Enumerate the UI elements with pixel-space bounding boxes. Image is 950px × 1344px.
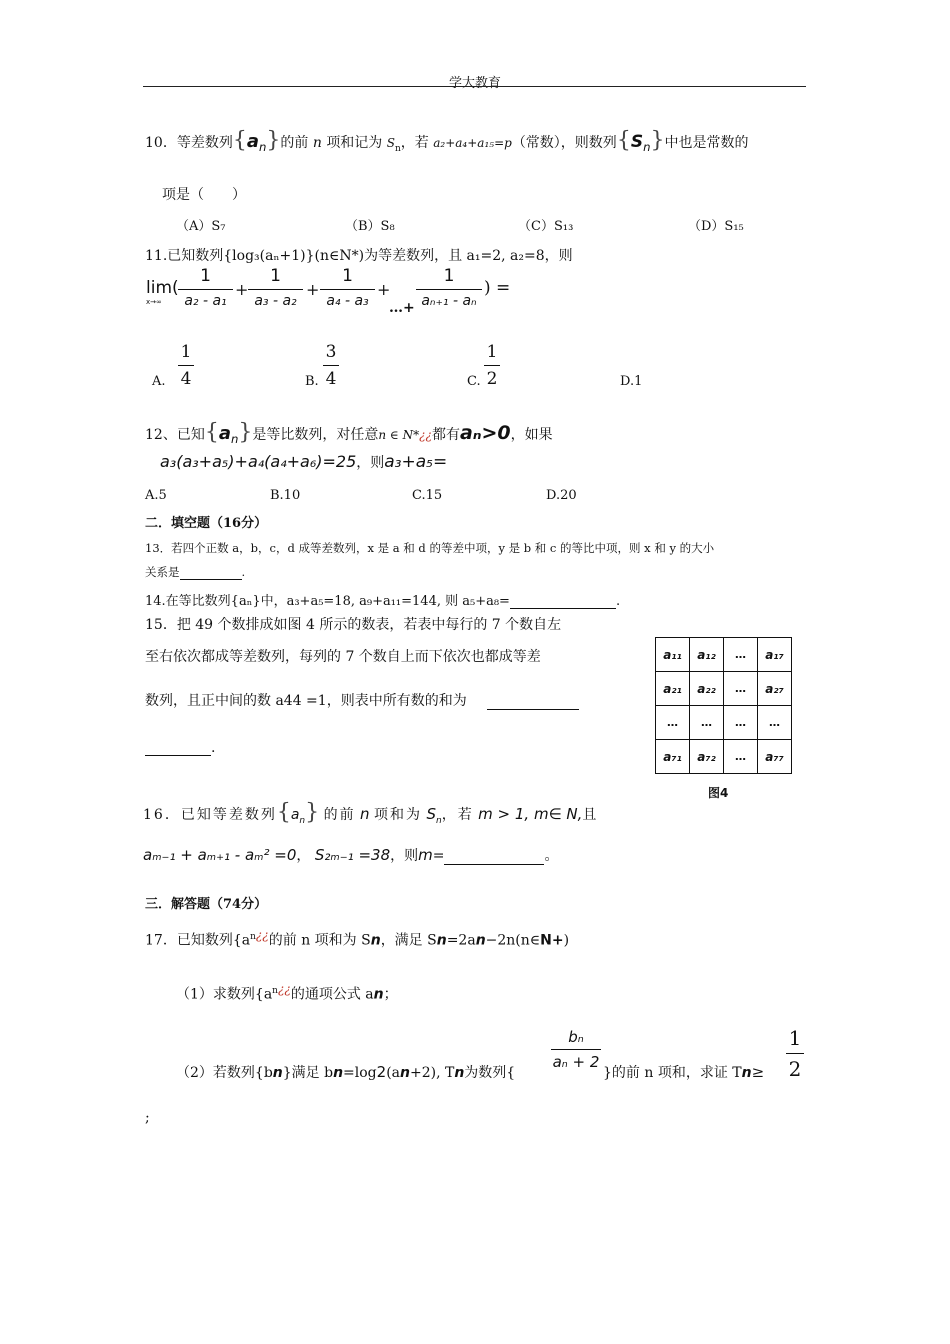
q11-fraction-3 [320,266,375,309]
frac-num: 1 [178,266,233,290]
table-cell: … [724,672,758,706]
q13-answer-blank[interactable] [180,567,242,580]
q16-an: a [290,807,300,823]
q17-p1-text-a: （1）求数列{a [176,986,273,1003]
q17-n: n [370,932,381,949]
table-cell: a₁₂ [690,638,724,672]
frac-den: aₙ₊₁ - aₙ [421,293,477,309]
q17-text-d: =2a [446,932,476,949]
q16-answer-blank[interactable] [444,850,544,865]
q17-tail: ; [145,1110,150,1126]
frac-den: 2 [788,1057,802,1081]
brace: { [616,128,631,153]
frac-num: bₙ [551,1028,601,1050]
q10-an: a [246,131,259,152]
table-cell: a₇₇ [758,740,792,774]
q14-line [145,590,620,609]
figure-4-caption: 图4 [708,786,729,800]
q10-text-c: 项和记为 [326,135,383,151]
frac-den: 2 [486,369,498,389]
q17-fraction [551,1028,601,1071]
table-row [656,706,792,740]
q16-text-c: 项和为 [374,807,423,823]
brace: } [266,128,281,153]
q15-answer-blank-1[interactable] [487,695,579,710]
q10-option-b: （B）S₈ [345,219,395,234]
section-3-title: 三．解答题（74分） [145,897,268,912]
q12-text-a: 12、已知 [145,427,205,443]
q16-line1 [143,800,596,826]
q12-option-b: B.10 [270,488,301,503]
q10-cond: a₂+a₄+a₁₅=p [433,136,512,150]
q13-line2 [145,564,245,580]
superscript: n [272,986,278,996]
frac-num: 1 [484,342,500,366]
q11-plus-1: + [235,280,249,299]
q17-p2-text-d: (a [386,1065,401,1081]
q17-n: n [400,1065,410,1081]
q17-text-e: −2n(n∈ [485,932,541,949]
q11-lim-sub: x→∞ [146,298,162,306]
q17-p2-text-f: 为数列{ [464,1065,516,1081]
q16-sn-sub: n [436,815,442,826]
q16-equals: = [432,848,445,864]
table-cell: a₇₂ [690,740,724,774]
table-cell: … [724,638,758,672]
q11-option-d: D.1 [620,374,643,389]
frac-num: 1 [786,1026,804,1054]
q14-end: . [615,594,621,609]
q17-part2 [176,1062,515,1082]
q17-n: n [436,932,447,949]
frac-den: a₃ - a₂ [254,293,297,309]
frac-den: a₄ - a₃ [326,293,369,309]
q11-option-c-label: C. [467,374,481,389]
q10-n: n [312,135,322,151]
q11-option-b-label: B. [305,374,319,389]
brace: { [276,800,291,825]
q12-text-e: ，则 [356,455,385,471]
q12-an-sub: n [230,431,239,446]
table-cell: a₁₇ [758,638,792,672]
q16-cond: m > 1, m∈ N, [478,805,583,823]
q16-m: m [418,846,433,864]
frac-num: 1 [178,342,194,366]
q14-answer-blank[interactable] [510,595,616,609]
q15-end: . [211,740,216,756]
q17-text-f: N+ [540,932,564,949]
q15-answer-blank-2[interactable] [145,741,211,756]
q11-lim: lim( [146,278,179,298]
q17-n: n [454,1065,465,1081]
table-cell: … [724,740,758,774]
q16-equation-2: S₂ₘ₋₁ =38 [314,846,391,864]
frac-num: 1 [416,266,482,290]
q17-text-a: 17．已知数列{a [145,932,251,949]
q10-option-a: （A）S₇ [176,219,226,234]
q12-option-a: A.5 [145,488,167,503]
q11-plus-2: + [306,280,320,299]
q12-text-b: 是等比数列，对任意 [252,427,379,443]
q17-p2-text-c: =log [343,1065,377,1081]
page-header: 学大教育 [448,76,501,91]
q11-ellipsis: …+ [389,300,415,316]
table-cell: … [690,706,724,740]
q17-n: n [333,1065,344,1081]
q16-line2: aₘ₋₁ + aₘ₊₁ - aₘ² =0， S₂ₘ₋₁ =38，则m= 。 [143,846,559,864]
q10-sn: S [386,136,395,150]
brace: } [650,128,665,153]
q12-text-d: ，如果 [510,427,553,443]
superscript: n [250,932,256,942]
q11-stem: 11.已知数列{log₃(aₙ+1)}(n∈N*)为等差数列，且 a₁=2, a₂=8，则 [145,248,573,264]
q16-an-sub: n [299,815,306,826]
q11-option-c-frac [484,342,500,389]
q15-line1: 15．把 49 个数排成如图 4 所示的数表，若表中每行的 7 个数自左 [145,617,562,633]
q15-line2: 至右依次都成等差数列，每列的 7 个数自上而下依次也都成等差 [145,649,541,665]
table-row [656,638,792,672]
brace: } [238,420,253,445]
q12-ask: a₃+a₅= [384,452,448,472]
q11-option-b-frac [323,342,339,389]
q16-text-e: 且 [582,807,597,823]
q12-equation: a₃(a₃+a₅)+a₄(a₄+a₆)=25 [160,452,357,471]
q17-p1-text-b: 的通项公式 a [290,986,374,1003]
table-cell: a₂₇ [758,672,792,706]
q12-option-d: D.20 [546,488,577,503]
q10-text-a: 10．等差数列 [145,135,233,151]
q10-sn-sub: n [395,143,401,154]
q11-option-a-label: A. [152,374,166,389]
q13-text: 关系是 [145,565,180,579]
q11-end: ) = [484,278,511,298]
table-cell: a₂₂ [690,672,724,706]
q14-text: 14.在等比数列{aₙ}中，a₃+a₅=18, a₉+a₁₁=144, 则 a₅+a₈= [145,594,510,609]
q17-p1-text-c: ； [383,986,398,1003]
header-rule [143,86,806,87]
q17-p2-text-e: +2), T [409,1065,455,1081]
q12-positive: aₙ>0 [460,422,511,444]
brace: { [204,420,219,445]
q10-text-f: 中也是常数的 [664,135,749,151]
brace: } [305,800,320,825]
q16-n: n [360,805,370,823]
q10-text-e: （常数），则数列 [511,135,617,151]
q17-p2-text-g: }的前 n 项和，求证 T [603,1065,742,1081]
q16-text-b: 的前 [323,807,356,823]
table-cell: a₇₁ [656,740,690,774]
brace: { [232,128,247,153]
q11-option-a-frac [178,342,194,389]
frac-den: aₙ + 2 [552,1053,600,1071]
q10-line1 [145,128,748,154]
q15-line3 [145,690,579,710]
q13-end: . [241,565,246,579]
q10-sn2: S [630,132,644,152]
frac-num: 3 [323,342,339,366]
q17-text-b: 的前 n 项和为 S [268,932,371,949]
figure-4-table [655,637,792,774]
q17-ge: ≥ [751,1063,765,1081]
frac-den: a₂ - a₁ [184,293,227,309]
q16-text-d: ，若 [441,807,474,823]
q17-part1 [176,982,398,1004]
q11-fraction-1 [178,266,233,309]
q12-option-c: C.15 [412,488,443,503]
q17-stem [145,928,569,950]
q16-text-a: 16．已知等差数列 [143,807,277,823]
frac-den: 4 [180,369,192,389]
section-2-title: 二．填空题（16分） [145,516,268,531]
q12-line2 [160,452,447,472]
table-cell: … [758,706,792,740]
q12-an: a [218,423,231,444]
q17-p2-text-b: }满足 b [282,1065,334,1081]
q10-sn2-sub: n [643,139,651,154]
q16-equation-1: aₘ₋₁ + aₘ₊₁ - aₘ² =0 [143,846,297,864]
q17-n: n [475,932,486,949]
q17-p2-text-a: （2）若数列{b [176,1065,273,1081]
q17-n: n [272,1065,283,1081]
q17-n: n [741,1065,752,1081]
q16-text-f: ，则 [390,848,419,864]
q12-glitch: ¿¿ [419,428,432,442]
q17-text-c: ，满足 S [380,932,437,949]
q12-text-c: 都有 [432,427,460,443]
q17-n: n [373,986,384,1003]
q17-part2-tail [603,1062,764,1082]
table-cell: a₂₁ [656,672,690,706]
table-cell: a₁₁ [656,638,690,672]
q12-line1 [145,420,553,446]
q15-line4 [145,740,215,756]
frac-num: 1 [248,266,303,290]
frac-den: 4 [325,369,337,389]
table-cell: … [724,706,758,740]
q10-line2: 项是（ ） [162,187,246,203]
q17-text-g: ) [563,932,570,949]
q11-fraction-2 [248,266,303,309]
q12-cond: n ∈ N* [378,428,420,442]
q10-an-sub: n [258,139,267,154]
table-row [656,672,792,706]
q11-fraction-4 [416,266,482,309]
frac-num: 1 [320,266,375,290]
q17-p1-glitch: ¿¿ [277,982,291,996]
table-cell: … [656,706,690,740]
q13-line1: 13．若四个正数 a，b，c，d 成等差数列，x 是 a 和 d 的等差中项，y 是 b 和 c 的等比中项，则 x 和 y 的大小 [145,541,715,555]
q17-p2-two: 2 [376,1063,387,1081]
q17-glitch: ¿¿ [255,928,269,942]
q10-text-b: 的前 [280,135,309,151]
q15-text: 数列，且正中间的数 a44 =1，则表中所有数的和为 [145,693,467,709]
q10-text-d: ，若 [400,135,429,151]
q17-half [786,1026,804,1081]
q11-plus-3: + [377,280,391,299]
q16-sn: S [426,805,436,823]
q10-option-c: （C）S₁₃ [518,219,574,234]
q16-end: 。 [544,848,559,864]
table-row [656,740,792,774]
q10-option-d: （D）S₁₅ [688,219,744,234]
